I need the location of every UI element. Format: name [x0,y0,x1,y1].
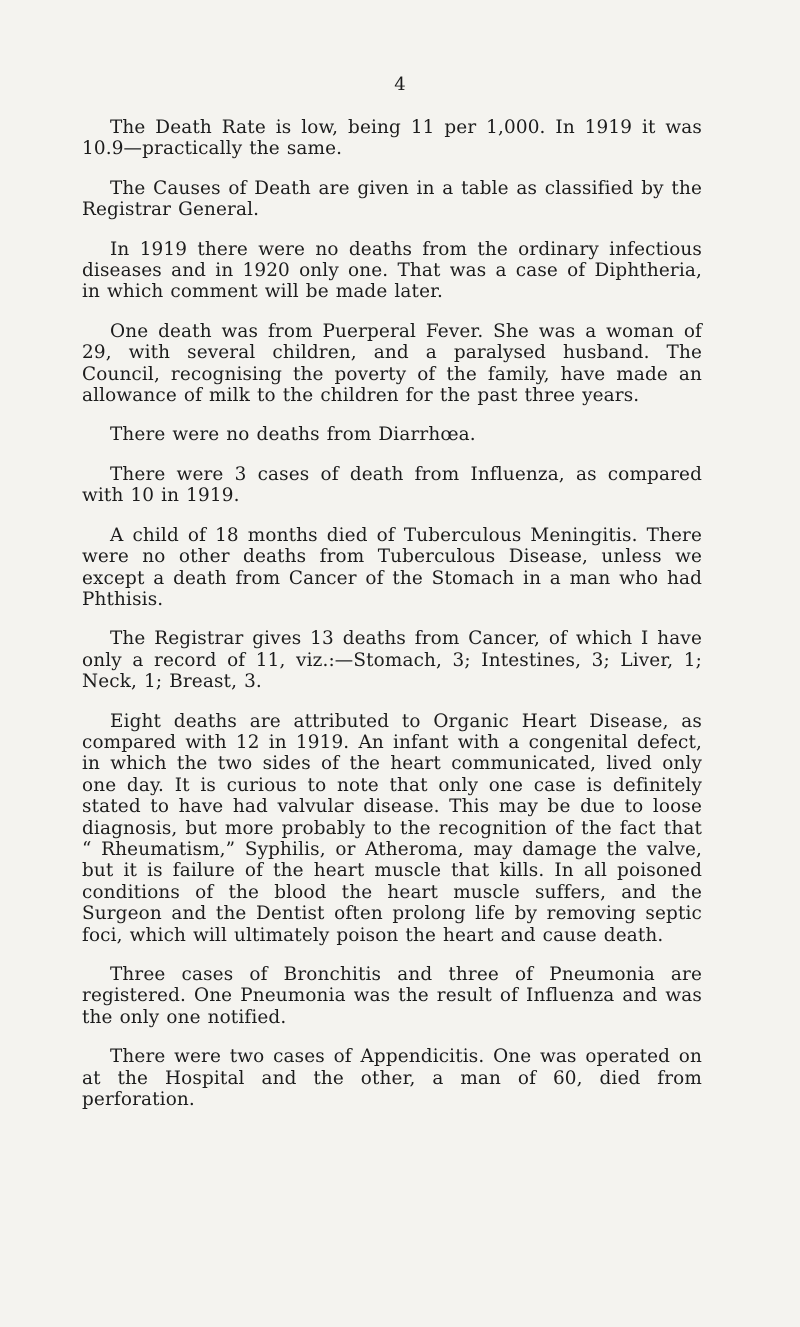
paragraph-infectious-diseases: In 1919 there were no deaths from the ordinary infectious diseases and in 1920 only one. That was a case of Diphtheria, in which comment will be made later. [82,238,702,303]
paragraph-influenza: There were 3 cases of death from Influenza, as compared with 10 in 1919. [82,463,702,507]
body-text [82,117,702,1128]
paragraph-death-rate: The Death Rate is low, being 11 per 1,000. In 1919 it was 10.9—practically the same. [82,117,702,160]
paragraph-puerperal-fever: One death was from Puerperal Fever. She was a woman of 29, with several children, and a paralysed husband. The Council, recognising the poverty of the family, have made an allowance of milk to the children for the past three years. [82,320,702,407]
paragraph-tuberculous-meningitis: A child of 18 months died of Tuberculous Meningitis. There were no other deaths from Tuberculous Disease, unless we except a death from Cancer of the Stomach in a man who had Phthisis. [82,524,702,610]
page-number: 4 [394,74,406,95]
paragraph-causes-of-death: The Causes of Death are given in a table as classified by the Registrar General. [82,177,702,221]
paragraph-diarrhoea: There were no deaths from Diarrhœa. [110,424,476,446]
paragraph-appendicitis: There were two cases of Appendicitis. One was operated on at the Hospital and the other, a man of 60, died from perforation. [82,1046,702,1111]
paragraph-cancer: The Registrar gives 13 deaths from Cancer, of which I have only a record of 11, viz.:—Stomach, 3; Intestines, 3; Liver, 1; Neck, 1; Breast, 3. [82,628,702,693]
paragraph-heart-disease: Eight deaths are attributed to Organic Heart Disease, as compared with 12 in 1919. An infant with a congenital defect, in which the two sides of the heart communicated, lived only one day. It is curious to note that only one case is definitely stated to have had valvular disease. This may be due to loose diagnosis, but more probably to the recognition of the fact that “ Rheumatism,” Syphilis, or Atheroma, may damage the valve, but it is failure of the heart muscle that kills. In all poisoned conditions of the blood the heart muscle suffers, and the Surgeon and the Dentist often prolong life by removing septic foci, which will ultimately poison the heart and cause death. [82,710,702,946]
paragraph-bronchitis-pneumonia: Three cases of Bronchitis and three of Pneumonia are registered. One Pneumonia was the result of Influenza and was the only one notified. [82,964,702,1028]
